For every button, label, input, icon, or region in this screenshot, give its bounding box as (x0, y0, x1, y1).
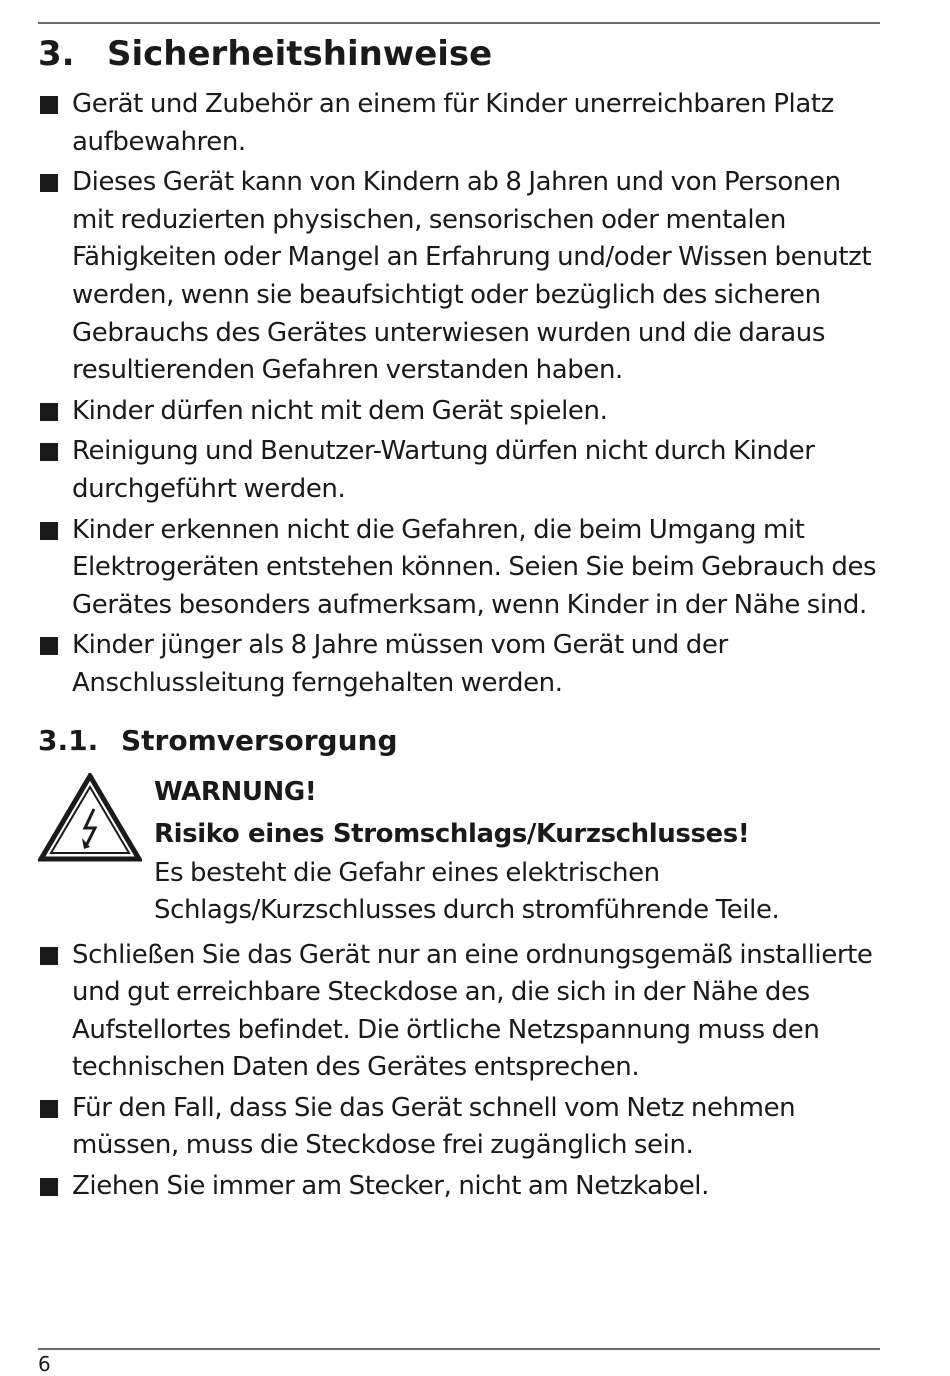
list-item: Kinder dürfen nicht mit dem Gerät spielen. (38, 393, 880, 431)
square-bullet-icon (40, 443, 58, 461)
square-bullet-icon (40, 637, 58, 655)
electric-hazard-warning-icon (38, 773, 142, 863)
list-item: Kinder erkennen nicht die Gefahren, die beim Umgang mit Elektrogeräten entstehen können. Seien Sie beim Gebrauch des Gerätes besonders aufmerksam, wenn Kinder in der Nähe sind. (38, 512, 880, 625)
page-number: 6 (38, 1352, 51, 1376)
square-bullet-icon (40, 96, 58, 114)
square-bullet-icon (40, 1178, 58, 1196)
power-supply-list (38, 937, 880, 1206)
subsection-number: 3.1. (38, 723, 99, 757)
list-item: Kinder jünger als 8 Jahre müssen vom Gerät und der Anschlussleitung ferngehalten werden. (38, 627, 880, 702)
footer-rule (38, 1348, 880, 1350)
list-item: Für den Fall, dass Sie das Gerät schnell vom Netz nehmen müssen, muss die Steckdose frei zugänglich sein. (38, 1090, 880, 1165)
header-rule (38, 22, 880, 24)
square-bullet-icon (40, 403, 58, 421)
warning-body: Es besteht die Gefahr eines elektrischen Schlags/Kurzschlusses durch stromführende Teile. (154, 857, 780, 926)
section-heading (38, 28, 880, 80)
square-bullet-icon (40, 1100, 58, 1118)
square-bullet-icon (40, 174, 58, 192)
section-title: Sicherheitshinweise (107, 34, 493, 74)
subsection-heading (38, 721, 880, 761)
subsection-title: Stromversorgung (121, 723, 398, 757)
list-item: Dieses Gerät kann von Kindern ab 8 Jahren und von Personen mit reduzierten physischen, sensorischen oder mentalen Fähigkeiten oder Mangel an Erfahrung und/oder Wissen benutzt werden, wenn sie beaufsichtigt oder bezüglich des sicheren Gebrauchs des Gerätes unterwiesen wurden und die daraus resultierenden Gefahren verstanden haben. (38, 164, 880, 390)
section-number: 3. (38, 34, 75, 74)
list-item: Reinigung und Benutzer-Wartung dürfen nicht durch Kinder durchgeführt werden. (38, 433, 880, 508)
square-bullet-icon (40, 947, 58, 965)
page-content (38, 28, 880, 1209)
list-item: Ziehen Sie immer am Stecker, nicht am Netzkabel. (38, 1168, 880, 1206)
warning-box (38, 771, 880, 929)
safety-list (38, 86, 880, 703)
warning-subtitle: Risiko eines Stromschlags/Kurzschlusses! (154, 818, 750, 849)
list-item: Schließen Sie das Gerät nur an eine ordnungsgemäß installierte und gut erreichbare Steckdose an, die sich in der Nähe des Aufstellortes befindet. Die örtliche Netzspannung muss den technischen Daten des Gerätes entsprechen. (38, 937, 880, 1087)
square-bullet-icon (40, 522, 58, 540)
warning-title: WARNUNG! (154, 776, 317, 807)
list-item: Gerät und Zubehör an einem für Kinder unerreichbaren Platz aufbewahren. (38, 86, 880, 161)
